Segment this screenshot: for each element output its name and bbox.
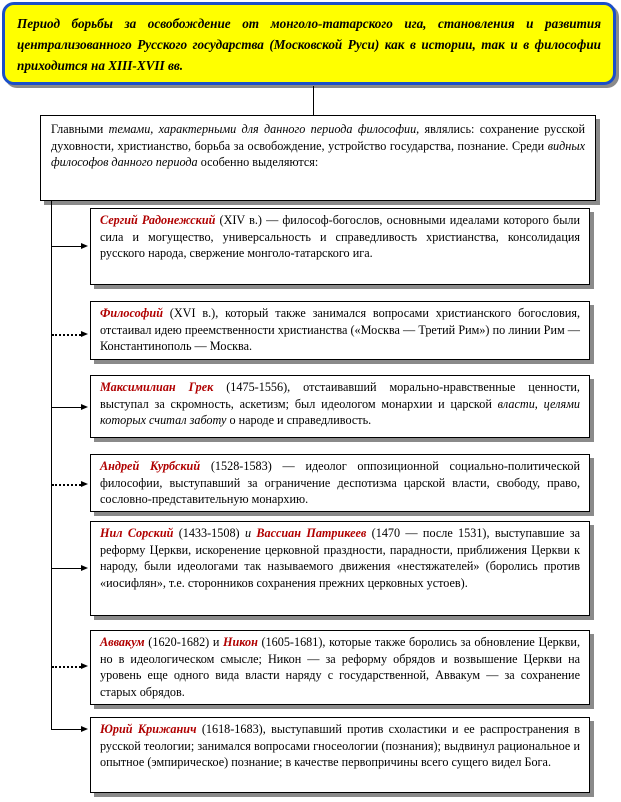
- connector-arrow-5: [51, 568, 81, 569]
- intro-themes-phrase: темами, характерными для данного периода философии,: [108, 122, 420, 136]
- connector-header-intro: [313, 86, 314, 115]
- philosopher-dates: (1620-1682) и: [144, 635, 224, 649]
- arrowhead-2: [81, 331, 88, 337]
- philosopher-name: Сергий Радонежский: [100, 213, 216, 227]
- connector-arrow-7: [51, 729, 81, 730]
- philosopher-name-2: Никон: [223, 635, 258, 649]
- philosopher-desc: (1605-1681), которые также боролись за обновление Церкви, но в идеологическом смысле; Никон — за реформу обрядов и возвышение Церкви на уровень еще одного вида власти наряду с государственной, Аввакум — за сохранение старых обрядов.: [100, 635, 581, 699]
- intro-philosophers-phrase: видных философов данного периода: [51, 138, 585, 169]
- philosopher-card-sergiy: [90, 208, 590, 285]
- philosopher-card-filofey: [90, 301, 590, 360]
- intro-text-3: особенно выделяются:: [197, 155, 319, 169]
- arrowhead-1: [81, 243, 88, 249]
- philosopher-name: Юрий Крижанич: [100, 722, 197, 736]
- philosopher-dates: (1433-1508): [173, 526, 245, 540]
- philosopher-name-2: Вассиан Патрикеев: [256, 526, 367, 540]
- philosopher-card-krizhanich: [90, 717, 590, 793]
- philosopher-card-kurbsky: [90, 454, 590, 512]
- philosopher-name: Философий: [100, 306, 163, 320]
- period-header: [2, 2, 616, 85]
- philosopher-name: Андрей Курбский: [100, 459, 201, 473]
- arrowhead-5: [81, 565, 88, 571]
- intro-text-1: Главными: [51, 122, 109, 136]
- philosopher-desc: (XVI в.), который также занимался вопросами христианского богословия, отстаивал идею преемственности христианства («Москва — Третий Рим») по линии Рим — Константинополь — Москва.: [100, 306, 580, 353]
- main-connector-line: [51, 201, 52, 729]
- arrowhead-3: [81, 404, 88, 410]
- arrowhead-7: [81, 726, 88, 732]
- philosopher-name: Максимилиан Грек: [100, 380, 214, 394]
- header-text: Период борьбы за освобождение от монголо-татарского ига, становления и развития централизованного Русского государства (Московской Руси) как в истории, так и в философии приходится на XIII-XVII вв.: [17, 16, 601, 73]
- connector-arrow-6: [52, 666, 81, 668]
- philosopher-card-maksim-grek: [90, 375, 590, 438]
- philosopher-desc: (XIV в.) — философ-богослов, основными идеалами которого были сила и могущество, универсальность и справедливость христианства, консолидация русского народа, свержение монголо-татарского ига.: [100, 213, 580, 260]
- arrowhead-4: [81, 481, 88, 487]
- philosopher-desc: (1470 — после 1531), выступавшие за реформу Церкви, искоренение церковной праздности, парадности, приближения Церкви к народу, были идеологами так называемого движения «нестяжателей» (боролись против «иосифлян», т.е. сторонников сохранения прежних церковных устоев).: [100, 526, 581, 590]
- philosopher-desc-end: о народе и справедливость.: [226, 413, 372, 427]
- connector-arrow-3: [51, 407, 81, 408]
- philosopher-desc: (1618-1683), выступавший против схоластики и ее распространения в русской теологии; занимался вопросами гносеологии (познания); выдвинул рациональное и опытное (эмпирическое) познание; в качестве первопричины всего сущего видел Бога.: [100, 722, 580, 769]
- philosopher-name: Аввакум: [100, 635, 145, 649]
- philosopher-name: Нил Сорский: [100, 526, 174, 540]
- philosopher-desc: (1475-1556), отстаивавший морально-нравственные ценности, выступал за скромность, аскетизм; был идеологом монархии и царской: [100, 380, 580, 411]
- conjunction: и: [244, 526, 252, 540]
- philosopher-desc: (1528-1583) — идеолог оппозиционной социально-политической философии, выступавший за ограничение деспотизма царской власти, свободу, право, сословно-представительную монархию.: [100, 459, 580, 506]
- intro-text-2: являлись: сохранение русской духовности, христианство, борьба за освобождение, устройство государства, познание. Среди: [51, 122, 585, 153]
- intro-box: [40, 115, 596, 201]
- arrowhead-6: [81, 663, 88, 669]
- philosopher-desc-italic: власти, целями которых считал заботу: [100, 396, 580, 427]
- connector-arrow-4: [52, 484, 81, 486]
- philosopher-card-nil-vassian: [90, 521, 590, 616]
- connector-arrow-2: [52, 334, 81, 336]
- philosopher-card-avvakum-nikon: [90, 630, 590, 705]
- connector-arrow-1: [51, 246, 81, 247]
